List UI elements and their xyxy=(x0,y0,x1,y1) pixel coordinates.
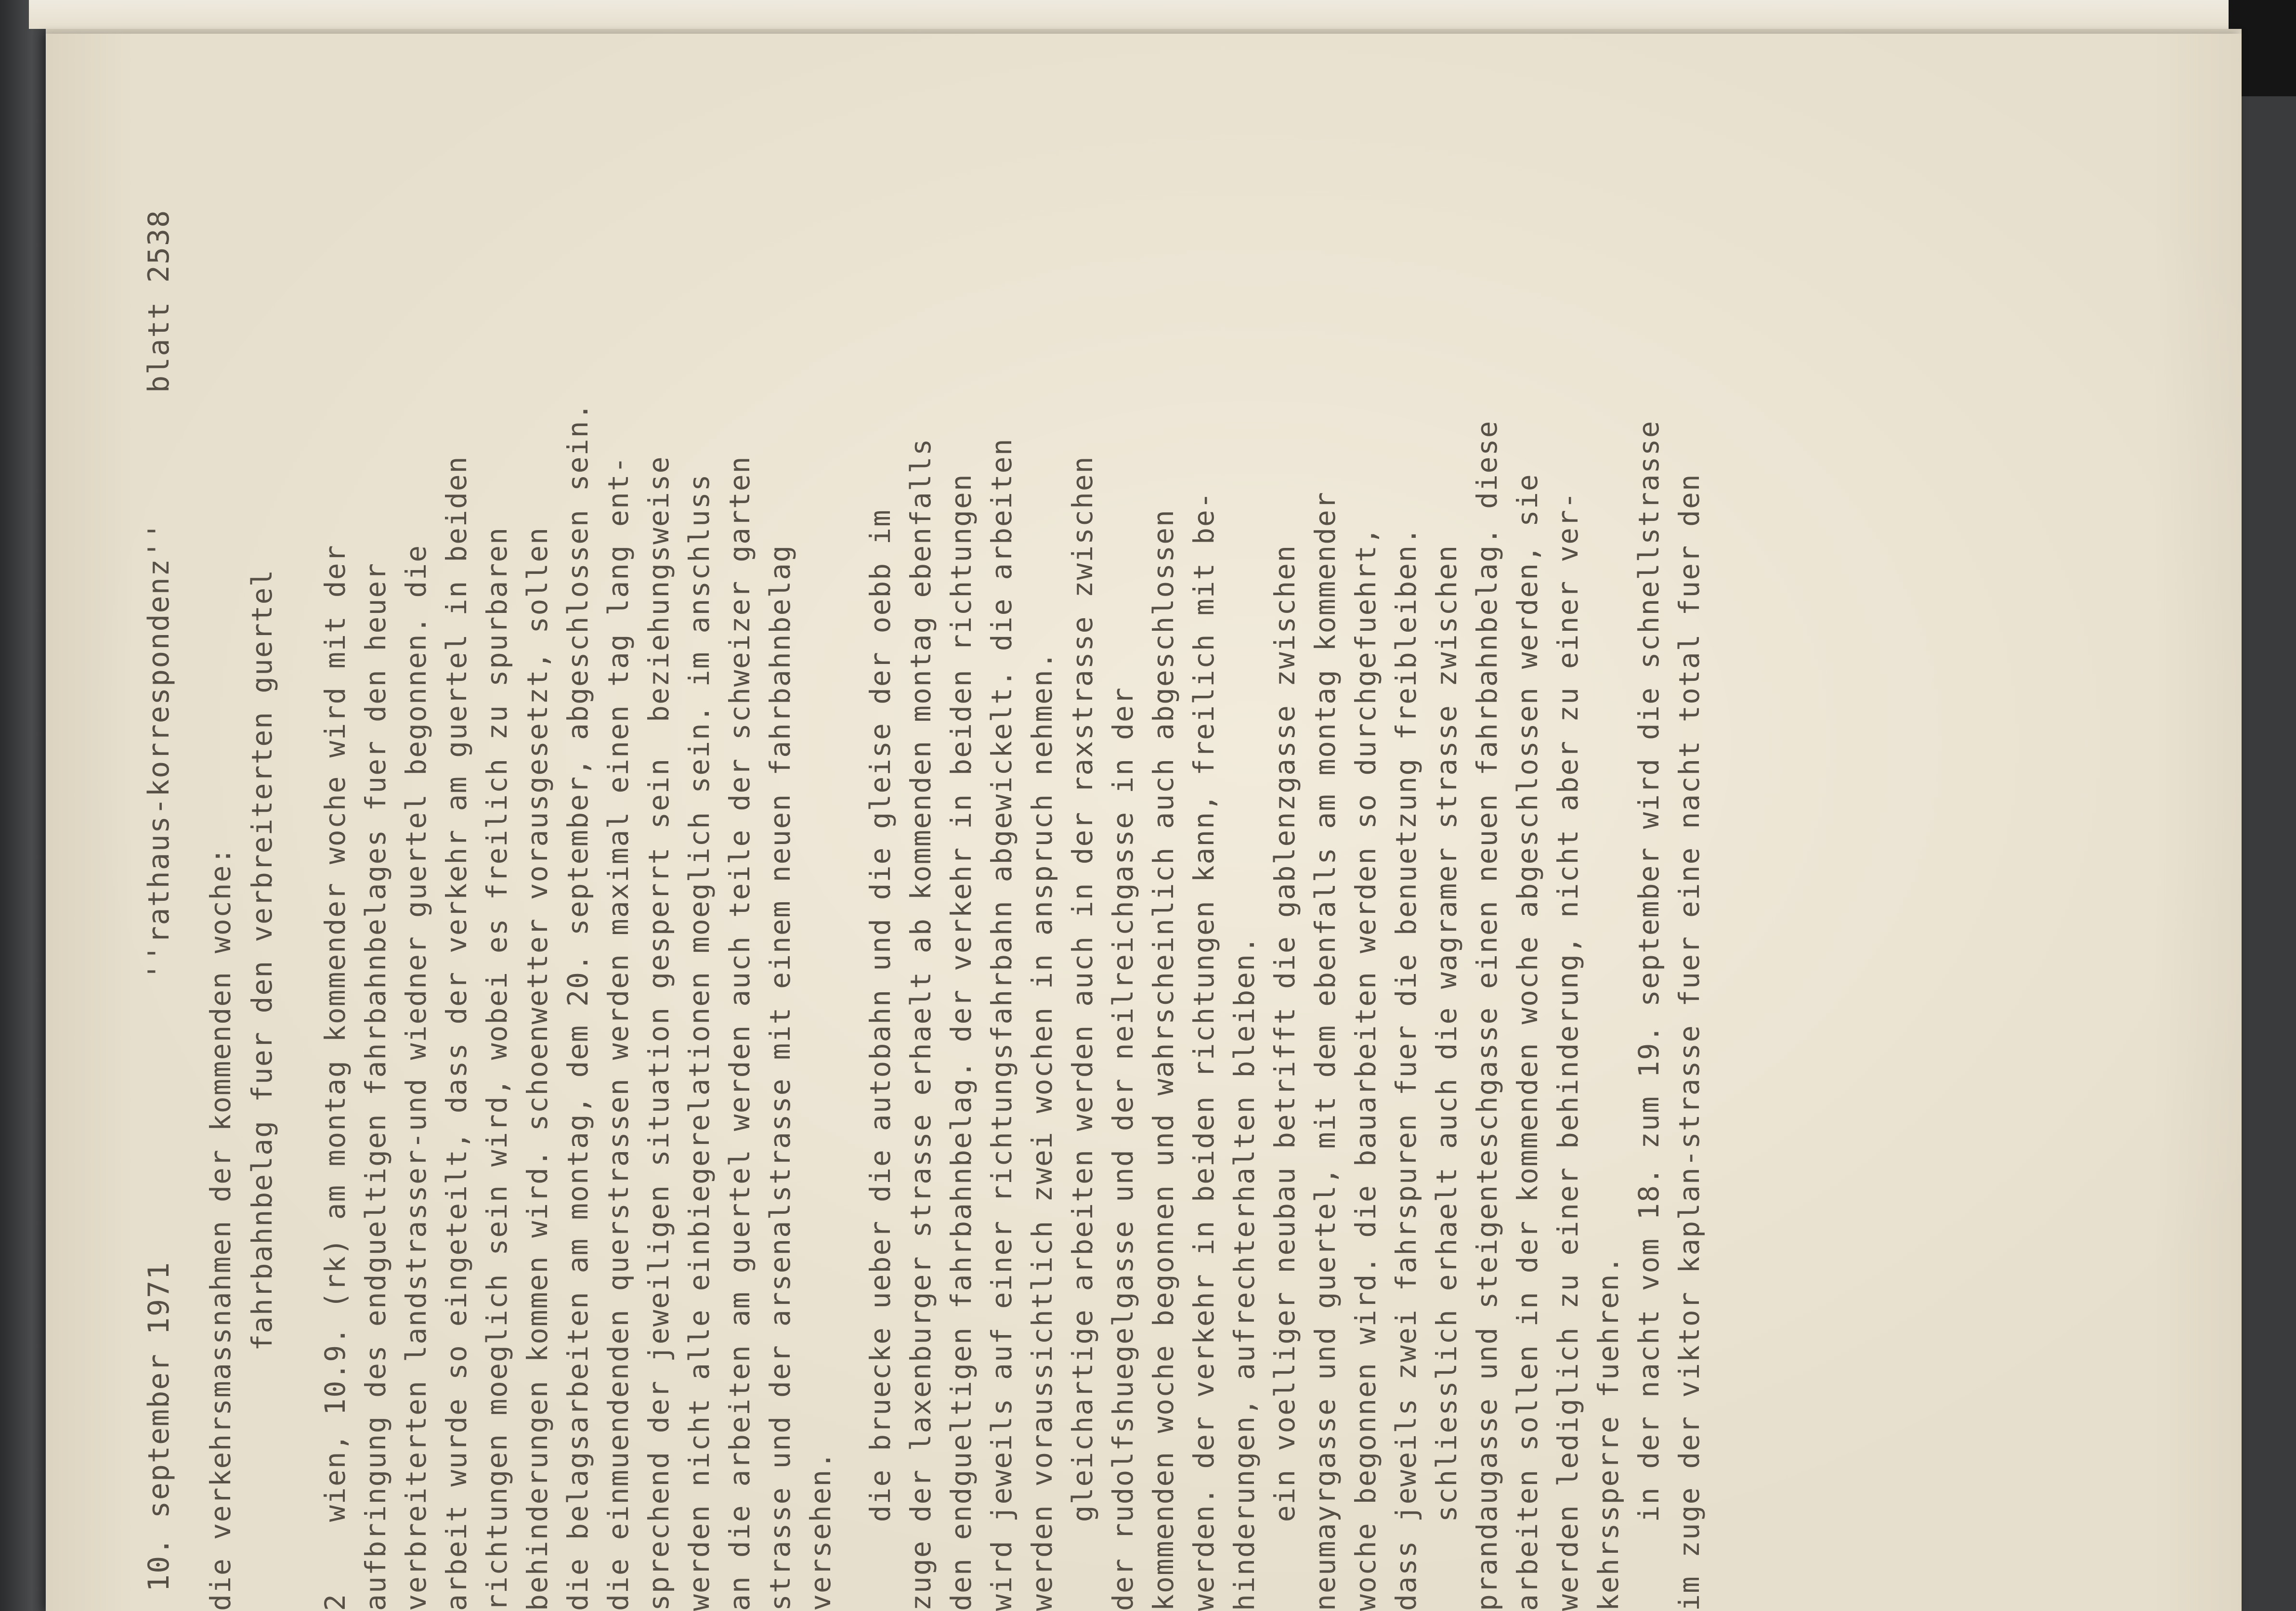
body-line: woche begonnen wird. die bauarbeiten werden so durchgefuehrt, xyxy=(1349,526,1382,1611)
body-line: im zuge der viktor kaplan-strasse fuer eine nacht total fuer den xyxy=(1673,473,1706,1611)
body-line: verbreiterten landstrasser-und wiedner guertel begonnen. die xyxy=(400,544,432,1611)
date-header: 10. september 1971 xyxy=(142,1261,176,1592)
body-line: zuge der laxenburger strasse erhaelt ab kommenden montag ebenfalls xyxy=(904,438,937,1611)
body-line: dass jeweils zwei fahrspuren fuer die benuetzung freibleiben. xyxy=(1390,526,1422,1611)
body-line: sprechend der jeweiligen situation gesperrt sein beziehungsweise xyxy=(642,455,675,1611)
body-line: werden voraussichtlich zwei wochen in anspruch nehmen. xyxy=(1026,651,1058,1611)
body-line: der rudolfshuegelgasse und der neilreichgasse in der xyxy=(1107,687,1139,1611)
body-line: hinderungen, aufrechterhalten bleiben. xyxy=(1228,935,1261,1611)
body-line: werden lediglich zu einer behinderung, nicht aber zu einer ver- xyxy=(1552,491,1584,1611)
body-line: ein voelliger neubau betrifft die gablenzgasse zwischen xyxy=(1268,544,1301,1611)
body-line: werden. der verkehr in beiden richtungen kann, freilich mit be- xyxy=(1187,491,1220,1611)
sheet-number: blatt 2538 xyxy=(142,209,176,393)
headline-line-1: die verkehrsmassnahmen der kommenden woche: xyxy=(204,846,237,1611)
body-line: den endgueltigen fahrbahnbelag. der verkehr in beiden richtungen xyxy=(945,473,978,1611)
body-line: gleichartige arbeiten werden auch in der raxstrasse zwischen xyxy=(1066,455,1099,1611)
body-line: wird jeweils auf einer richtungsfahrbahn abgewickelt. die arbeiten xyxy=(985,438,1018,1611)
body-line: die belagsarbeiten am montag, dem 20. september, abgeschlossen sein. xyxy=(561,402,594,1611)
underlying-sheet-edge xyxy=(29,0,2254,29)
body-line: kommenden woche begonnen und wahrscheinlich auch abgeschlossen xyxy=(1147,509,1180,1611)
body-line: arbeiten sollen in der kommenden woche abgeschlossen werden, sie xyxy=(1511,473,1544,1611)
body-line: versehen. xyxy=(804,1451,837,1611)
body-line: schliesslich erhaelt auch die wagramer strasse zwischen xyxy=(1430,544,1463,1611)
item-number: 2 xyxy=(319,1593,352,1611)
body-line: prandaugasse und steigenteschgasse einen neuen fahrbahnbelag. diese xyxy=(1471,420,1503,1611)
body-line: arbeit wurde so eingeteilt, dass der verkehr am guertel in beiden xyxy=(440,455,473,1611)
body-line: werden nicht alle einbiegerelationen moeglich sein. im anschluss xyxy=(683,473,716,1611)
body-line: neumayrgasse und guertel, mit dem ebenfalls am montag kommender xyxy=(1309,491,1342,1611)
book-binding xyxy=(0,0,46,1611)
headline-line-2: fahrbahnbelag fuer den verbreiterten guertel xyxy=(246,569,278,1351)
body-line: behinderungen kommen wird. schoenwetter vorausgesetzt, sollen xyxy=(521,526,554,1611)
body-line: strasse und der arsenalstrasse mit einem neuen fahrbahnbelag xyxy=(764,544,796,1611)
body-line: kehrssperre fuehren. xyxy=(1592,1255,1625,1611)
body-line: wien, 10.9. (rk) am montag kommender woche wird mit der xyxy=(319,544,352,1522)
body-line: die bruecke ueber die autobahn und die gleise der oebb im xyxy=(864,509,897,1611)
body-line: die einmuendenden querstrassen werden maximal einen tag lang ent- xyxy=(602,455,635,1611)
body-line: richtungen moeglich sein wird, wobei es freilich zu spurbaren xyxy=(481,526,513,1611)
typewritten-text-rotated xyxy=(46,34,2242,1611)
body-line: in der nacht vom 18. zum 19. september wird die schnellstrasse xyxy=(1632,420,1665,1611)
body-line: aufbringung des endgueltigen fahrbahnbelages fuer den heuer xyxy=(359,562,392,1611)
publication-header: ''rathaus-korrespondenz'' xyxy=(142,521,176,980)
body-line: an die arbeiten am guertel werden auch teile der schweizer garten xyxy=(723,455,756,1611)
